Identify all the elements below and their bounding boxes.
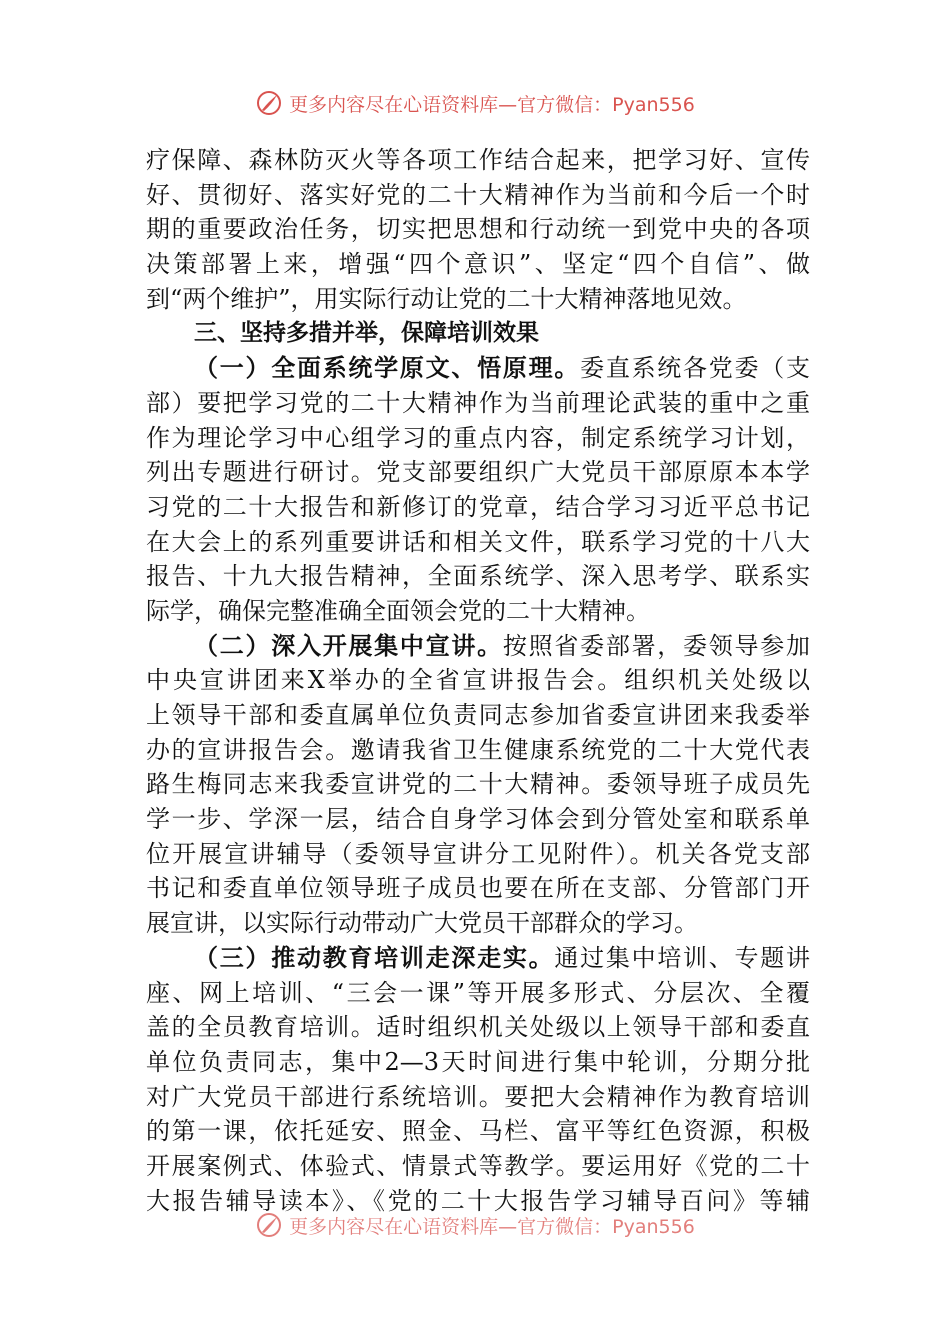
paragraph-lead: （三）推动教育培训走深走实。 [194,942,555,972]
text-line: 期的重要政治任务，切实把思想和行动统一到党中央的各项 [146,215,810,244]
text-line: 单位负责同志，集中2—3天时间进行集中轮训，分期分批 [146,1047,810,1076]
text-line: 疗保障、森林防灭火等各项工作结合起来，把学习好、宣传 [146,146,810,174]
text-line: 的第一课，依托延安、照金、马栏、富平等红色资源，积极 [146,1117,810,1146]
text-line: 报告、十九大报告精神，全面系统学、深入思考学、联系实 [146,562,810,591]
text-line: 列出专题进行研讨。党支部要组织广大党员干部原原本本学 [146,458,810,487]
text-line: 好、贯彻好、落实好党的二十大精神作为当前和今后一个时 [146,180,810,209]
text-line: 部）要把学习党的二十大精神作为当前理论武装的重中之重 [146,388,810,417]
watermark-footer [0,1208,950,1242]
text-line: 上领导干部和委直属单位负责同志参加省委宣讲团来我委举 [146,701,810,729]
quill-logo-icon [255,1211,283,1239]
text-line: 位开展宣讲辅导（委领导宣讲分工见附件）。机关各党支部 [146,839,810,868]
text-line: 大报告辅导读本》、《党的二十大报告学习辅导百问》等辅 [146,1186,810,1215]
text-line: 对广大党员干部进行系统培训。要把大会精神作为教育培训 [146,1082,810,1111]
text-line: 座、网上培训、“三会一课”等开展多形式、分层次、全覆 [146,978,810,1007]
text-line: 中央宣讲团来X举办的全省宣讲报告会。组织机关处级以 [146,666,810,695]
watermark-text: 更多内容尽在心语资料库—官方微信：Pyan556 [289,93,695,116]
paragraph-lead: （一）全面系统学原文、悟原理。 [194,353,581,383]
watermark-header [0,86,950,120]
paragraph-lead: （二）深入开展集中宣讲。 [194,630,503,660]
section-heading: 三、坚持多措并举，保障培训效果 [194,320,539,347]
text-line-first [146,629,810,664]
text-line: 决策部署上来，增强“四个意识”、坚定“四个自信”、做 [146,250,810,279]
watermark-text: 更多内容尽在心语资料库—官方微信：Pyan556 [289,1215,695,1238]
paragraph-first-rest: 委直系统各党委（支 [580,354,810,383]
text-line: 办的宣讲报告会。邀请我省卫生健康系统党的二十大党代表 [146,735,810,764]
paragraph-study-principles [146,351,810,629]
text-line: 路生梅同志来我委宣讲党的二十大精神。委领导班子成员先 [146,770,810,799]
text-line: 到“两个维护”，用实际行动让党的二十大精神落地见效。 [146,284,747,313]
text-line: 盖的全员教育培训。适时组织机关处级以上领导干部和委直 [146,1013,810,1042]
quill-logo-icon [255,89,283,117]
paragraph-first-rest: 按照省委部署，委领导参加 [502,631,810,660]
text-line: 书记和委直单位领导班子成员也要在所在支部、分管部门开 [146,874,810,903]
text-line: 习党的二十大报告和新修订的党章，结合学习习近平总书记 [146,492,810,521]
text-line: 作为理论学习中心组学习的重点内容，制定系统学习计划， [146,423,810,452]
paragraph-training [146,941,810,1219]
paragraph-first-rest: 通过集中培训、专题讲 [554,943,810,972]
text-line-first [146,941,810,976]
document-body [146,143,810,1218]
text-line: 际学，确保完整准确全面领会党的二十大精神。 [146,596,650,625]
text-line: 开展案例式、体验式、情景式等教学。要运用好《党的二十 [146,1151,810,1180]
paragraph-continuation [146,143,810,316]
text-line: 在大会上的系列重要讲话和相关文件，联系学习党的十八大 [146,527,810,556]
text-line-first [146,351,810,386]
text-line: 学一步、学深一层，结合自身学习体会到分管处室和联系单 [146,805,810,834]
text-line: 展宣讲，以实际行动带动广大党员干部群众的学习。 [146,909,698,938]
paragraph-lecture-tour [146,629,810,941]
